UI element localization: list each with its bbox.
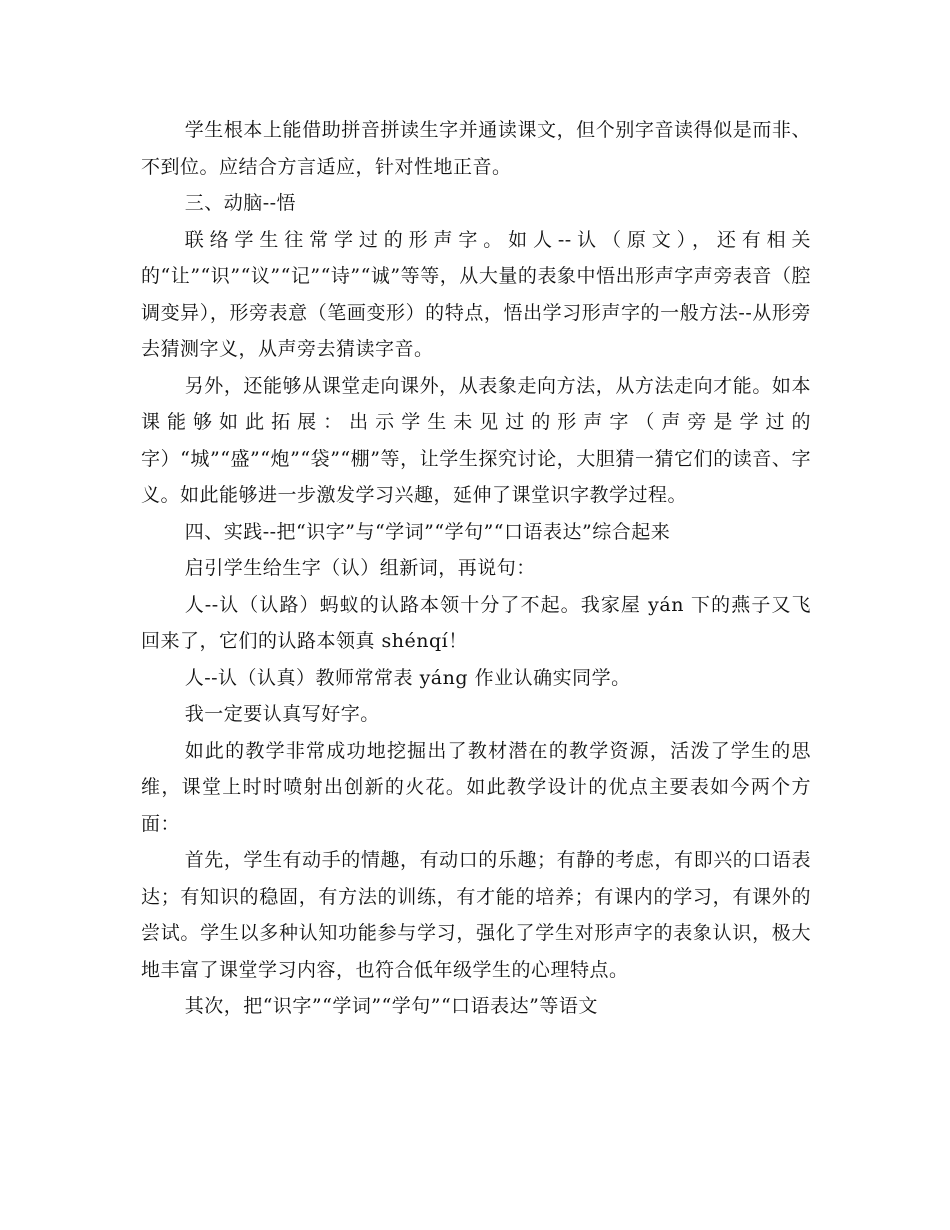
paragraph-example-road: 人--认（认路）蚂蚁的认路本领十分了不起。我家屋 yán 下的燕子又飞回来了，它们的认路本领真 shénqí！ — [141, 593, 811, 652]
section-heading-think: 三、动脑--悟 — [184, 192, 297, 214]
paragraph-example-serious: 人--认（认真）教师常常表 yáng 作业认确实同学。 — [184, 666, 631, 689]
paragraph-phonetic-compounds: 联络学生往常学过的形声字。如人--认（原文），还有相关的“让”“识”“议”“记”“诗”“诚”等等，从大量的表象中悟出形声字声旁表音（腔调变异），形旁表意（笔画变形）的特点，悟出学习形声字的一般方法--从形旁去猜测字义，从声旁去猜读字音。 — [141, 228, 811, 360]
paragraph-teaching-summary: 如此的教学非常成功地挖掘出了教材潜在的教学资源，活泼了学生的思维，课堂上时时喷射出创新的火花。如此教学设计的优点主要表如今两个方面： — [141, 739, 811, 835]
document-body — [141, 112, 811, 1025]
paragraph-pinyin-reading: 学生根本上能借助拼音拼读生字并通读课文，但个别字音读得似是而非、不到位。应结合方言适应，针对性地正音。 — [141, 119, 811, 178]
section-heading-practice: 四、实践--把“识字”与“学词”“学句”“口语表达”综合起来 — [184, 520, 671, 543]
paragraph-first-advantage: 首先，学生有动手的情趣，有动口的乐趣；有静的考虑，有即兴的口语表达；有知识的稳固，有方法的训练，有才能的培养；有课内的学习，有课外的尝试。学生以多种认知功能参与学习，强化了学生对形声字的表象认识，极大地丰富了课堂学习内容，也符合低年级学生的心理特点。 — [141, 849, 811, 981]
paragraph-second-advantage: 其次，把“识字”“学词”“学句”“口语表达”等语文 — [184, 995, 598, 1017]
paragraph-extension: 另外，还能够从课堂走向课外，从表象走向方法，从方法走向才能。如本课能够如此拓展：出示学生未见过的形声字（声旁是学过的字）“城”“盛”“炮”“袋”“棚”等，让学生探究讨论，大胆猜一猜它们的读音、字义。如此能够进一步激发学习兴趣，延伸了课堂识字教学过程。 — [141, 374, 811, 506]
paragraph-prompt: 启引学生给生字（认）组新词，再说句： — [184, 557, 536, 579]
paragraph-example-write: 我一定要认真写好字。 — [184, 703, 380, 725]
